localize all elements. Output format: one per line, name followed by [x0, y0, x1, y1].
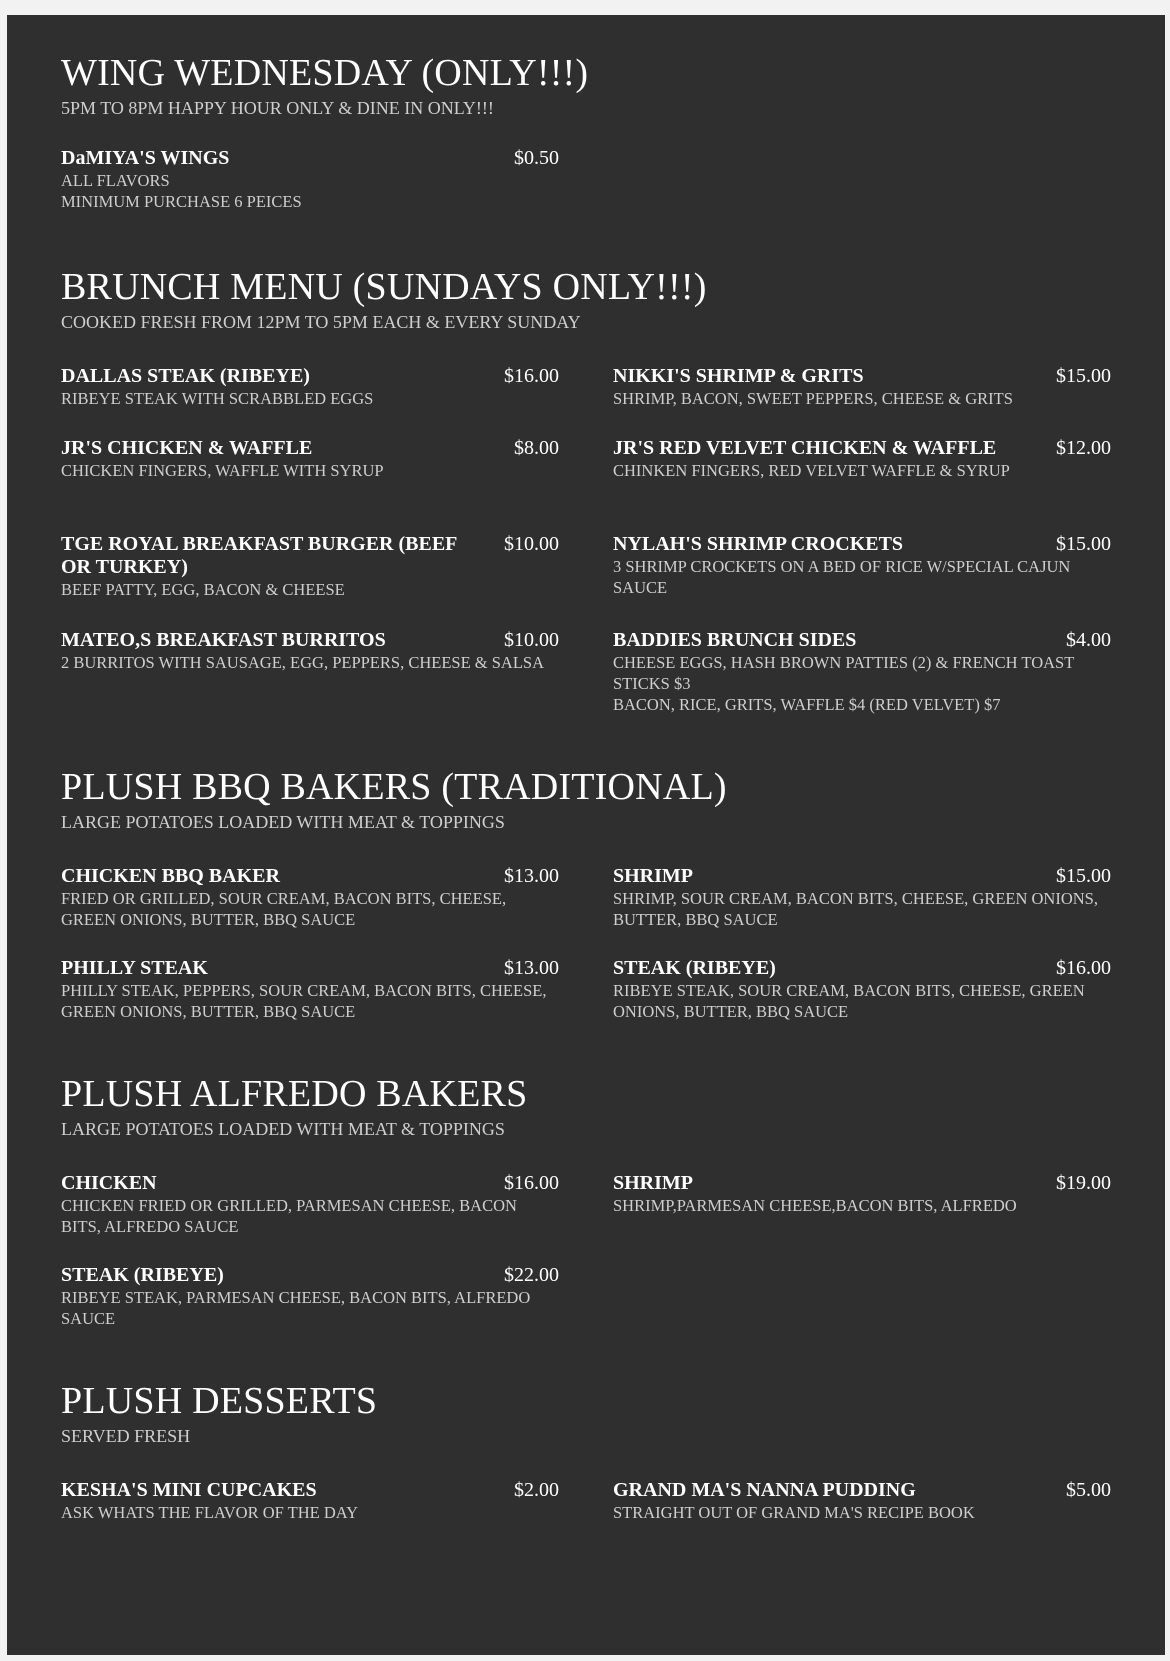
- item-price: $19.00: [1056, 1172, 1111, 1194]
- section-subtitle: LARGE POTATOES LOADED WITH MEAT & TOPPINGS: [61, 812, 505, 832]
- item-description: STRAIGHT OUT OF GRAND MA'S RECIPE BOOK: [613, 1503, 975, 1522]
- item-price: $15.00: [1056, 865, 1111, 887]
- item-price: $16.00: [1056, 957, 1111, 979]
- item-description: PHILLY STEAK, PEPPERS, SOUR CREAM, BACON BITS, CHEESE, GREEN ONIONS, BUTTER, BBQ SAUCE: [61, 981, 547, 1021]
- menu-item: [61, 1264, 559, 1329]
- item-name: MATEO,S BREAKFAST BURRITOS: [61, 629, 386, 651]
- menu-item: [61, 957, 559, 1022]
- item-price: $13.00: [504, 957, 559, 979]
- section-title: PLUSH ALFREDO BAKERS: [61, 1073, 528, 1115]
- item-description: CHINKEN FINGERS, RED VELVET WAFFLE & SYRUP: [613, 461, 1010, 480]
- item-name: STEAK (RIBEYE): [613, 957, 776, 979]
- menu-item: [613, 1172, 1111, 1216]
- section-subtitle: COOKED FRESH FROM 12PM TO 5PM EACH & EVERY SUNDAY: [61, 312, 581, 332]
- item-description: CHICKEN FINGERS, WAFFLE WITH SYRUP: [61, 461, 384, 480]
- item-price: $0.50: [514, 147, 559, 169]
- item-description: BEEF PATTY, EGG, BACON & CHEESE: [61, 580, 345, 599]
- menu-page: [7, 15, 1165, 1655]
- item-description: RIBEYE STEAK, PARMESAN CHEESE, BACON BITS, ALFREDO SAUCE: [61, 1288, 531, 1328]
- item-price: $15.00: [1056, 533, 1111, 555]
- section-title: WING WEDNESDAY (ONLY!!!): [61, 52, 589, 94]
- menu-item: [613, 365, 1111, 409]
- item-name: DaMIYA'S WINGS: [61, 147, 230, 169]
- item-name: NIKKI'S SHRIMP & GRITS: [613, 365, 864, 387]
- item-description: SHRIMP, SOUR CREAM, BACON BITS, CHEESE, GREEN ONIONS, BUTTER, BBQ SAUCE: [613, 889, 1098, 929]
- item-price: $12.00: [1056, 437, 1111, 459]
- section-title: BRUNCH MENU (SUNDAYS ONLY!!!): [61, 266, 707, 308]
- menu-item: [613, 533, 1111, 598]
- item-description: FRIED OR GRILLED, SOUR CREAM, BACON BITS, CHEESE, GREEN ONIONS, BUTTER, BBQ SAUCE: [61, 889, 507, 929]
- item-price: $22.00: [504, 1264, 559, 1286]
- menu-item: [613, 1479, 1111, 1523]
- menu-item: [61, 437, 559, 481]
- item-description: RIBEYE STEAK WITH SCRABBLED EGGS: [61, 389, 374, 408]
- item-description: ASK WHATS THE FLAVOR OF THE DAY: [61, 1503, 359, 1522]
- section-subtitle: 5PM TO 8PM HAPPY HOUR ONLY & DINE IN ONLY!!!: [61, 98, 494, 118]
- section-wing-wednesday: [61, 51, 1111, 211]
- item-description: ALL FLAVORS MINIMUM PURCHASE 6 PEICES: [61, 171, 302, 211]
- section-subtitle: LARGE POTATOES LOADED WITH MEAT & TOPPINGS: [61, 1119, 505, 1139]
- item-description: SHRIMP, BACON, SWEET PEPPERS, CHEESE & GRITS: [613, 389, 1013, 408]
- item-description: CHEESE EGGS, HASH BROWN PATTIES (2) & FRENCH TOAST STICKS $3 BACON, RICE, GRITS, WAFFLE $4 (RED VELVET) $7: [613, 653, 1074, 714]
- item-name: SHRIMP: [613, 865, 693, 887]
- item-name: DALLAS STEAK (RIBEYE): [61, 365, 310, 387]
- menu-item: [61, 1172, 559, 1237]
- menu-item: [613, 865, 1111, 930]
- item-name: CHICKEN BBQ BAKER: [61, 865, 280, 887]
- section-alfredo-bakers: [61, 1072, 1111, 1328]
- item-description: SHRIMP,PARMESAN CHEESE,BACON BITS, ALFREDO: [613, 1196, 1017, 1215]
- section-subtitle: SERVED FRESH: [61, 1426, 191, 1446]
- item-price: $8.00: [514, 437, 559, 459]
- item-price: $4.00: [1066, 629, 1111, 651]
- item-name: PHILLY STEAK: [61, 957, 208, 979]
- section-title: PLUSH DESSERTS: [61, 1380, 378, 1422]
- item-name: CHICKEN: [61, 1172, 157, 1194]
- section-title: PLUSH BBQ BAKERS (TRADITIONAL): [61, 766, 727, 808]
- item-price: $13.00: [504, 865, 559, 887]
- menu-item: [61, 1479, 559, 1523]
- item-name: KESHA'S MINI CUPCAKES: [61, 1479, 317, 1501]
- item-name: GRAND MA'S NANNA PUDDING: [613, 1479, 916, 1501]
- menu-item: [61, 147, 559, 212]
- item-price: $16.00: [504, 365, 559, 387]
- menu-item: [61, 629, 559, 673]
- menu-item: [613, 629, 1111, 715]
- item-description: 2 BURRITOS WITH SAUSAGE, EGG, PEPPERS, CHEESE & SALSA: [61, 653, 544, 672]
- item-description: RIBEYE STEAK, SOUR CREAM, BACON BITS, CHEESE, GREEN ONIONS, BUTTER, BBQ SAUCE: [613, 981, 1085, 1021]
- section-desserts: [61, 1379, 1111, 1522]
- item-price: $2.00: [514, 1479, 559, 1501]
- item-name: STEAK (RIBEYE): [61, 1264, 224, 1286]
- menu-item: [61, 533, 559, 600]
- menu-item: [613, 957, 1111, 1022]
- item-price: $10.00: [504, 629, 559, 651]
- item-description: CHICKEN FRIED OR GRILLED, PARMESAN CHEESE, BACON BITS, ALFREDO SAUCE: [61, 1196, 517, 1236]
- menu-item: [61, 365, 559, 409]
- item-name: NYLAH'S SHRIMP CROCKETS: [613, 533, 904, 555]
- item-price: $16.00: [504, 1172, 559, 1194]
- item-name: BADDIES BRUNCH SIDES: [613, 629, 857, 651]
- section-bbq-bakers: [61, 765, 1111, 1021]
- item-name: JR'S RED VELVET CHICKEN & WAFFLE: [613, 437, 997, 459]
- menu-item: [61, 865, 559, 930]
- section-brunch-menu: [61, 265, 1111, 714]
- item-price: $10.00: [504, 533, 559, 555]
- item-price: $15.00: [1056, 365, 1111, 387]
- menu-item: [613, 437, 1111, 481]
- item-name: TGE ROYAL BREAKFAST BURGER (BEEF OR TURKEY): [61, 533, 457, 578]
- item-name: JR'S CHICKEN & WAFFLE: [61, 437, 313, 459]
- item-price: $5.00: [1066, 1479, 1111, 1501]
- item-name: SHRIMP: [613, 1172, 693, 1194]
- item-description: 3 SHRIMP CROCKETS ON A BED OF RICE W/SPECIAL CAJUN SAUCE: [613, 557, 1071, 597]
